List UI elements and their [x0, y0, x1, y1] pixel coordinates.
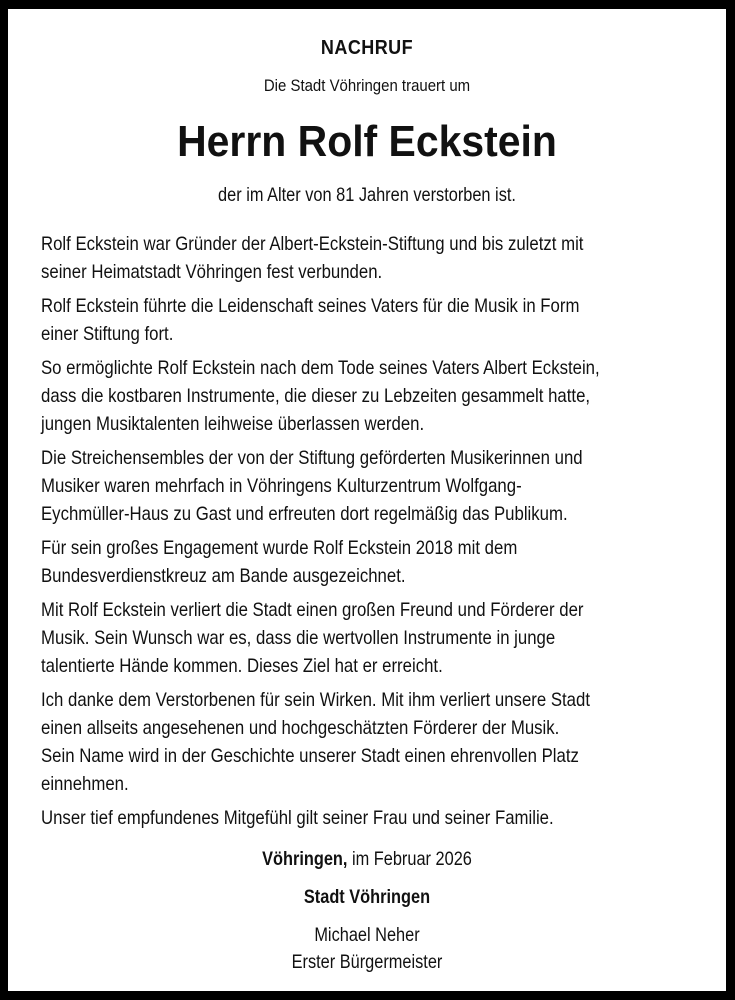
text-line: Musik. Sein Wunsch war es, dass die wertvollen Instrumente in junge [41, 627, 556, 649]
text-line: jungen Musiktalenten leihweise überlassen werden. [41, 413, 425, 435]
text-line: einen allseits angesehenen und hochgeschätzten Förderer der Musik. [41, 717, 560, 739]
paragraph-ensembles [41, 444, 695, 528]
paragraph-passion [41, 292, 695, 348]
text-line: talentierte Hände kommen. Dieses Ziel hat er erreicht. [41, 655, 443, 677]
text-line: Unser tief empfundenes Mitgefühl gilt seiner Frau und seiner Familie. [41, 807, 554, 829]
signer-title: Erster Bürgermeister [291, 952, 443, 973]
place: Vöhringen, [262, 849, 348, 870]
text-line: Rolf Eckstein führte die Leidenschaft seines Vaters für die Musik in Form [41, 295, 580, 317]
text-line: Musiker waren mehrfach in Vöhringens Kulturzentrum Wolfgang- [41, 475, 522, 497]
signer-name: Michael Neher [314, 925, 420, 946]
text-line: dass die kostbaren Instrumente, die dieser zu Lebzeiten gesammelt hatte, [41, 385, 591, 407]
date: im Februar 2026 [347, 849, 472, 870]
paragraph-founder [41, 230, 695, 286]
paragraph-gratitude [41, 686, 695, 798]
text-line: Rolf Eckstein war Gründer der Albert-Eckstein-Stiftung und bis zuletzt mit [41, 233, 584, 255]
text-line: Mit Rolf Eckstein verliert die Stadt einen großen Freund und Förderer der [41, 599, 584, 621]
paragraph-condolences [41, 804, 695, 832]
text-line: Die Streichensembles der von der Stiftung geförderten Musikerinnen und [41, 447, 583, 469]
text-line: So ermöglichte Rolf Eckstein nach dem Tode seines Vaters Albert Eckstein, [41, 357, 600, 379]
signature-block [58, 922, 675, 976]
text-line: einer Stiftung fort. [41, 323, 174, 345]
text-line: einnehmen. [41, 773, 129, 795]
obituary-body [41, 230, 695, 838]
text-line: Eychmüller-Haus zu Gast und erfreuten dort regelmäßig das Publikum. [41, 503, 568, 525]
paragraph-award [41, 534, 695, 590]
paragraph-instruments [41, 354, 695, 438]
text-line: Ich danke dem Verstorbenen für sein Wirken. Mit ihm verliert unsere Stadt [41, 689, 591, 711]
paragraph-loss [41, 596, 695, 680]
text-line: Für sein großes Engagement wurde Rolf Eckstein 2018 mit dem [41, 537, 518, 559]
notice-subtitle: Die Stadt Vöhringen trauert um [263, 76, 471, 95]
notice-title: NACHRUF [320, 37, 414, 59]
age-line: der im Alter von 81 Jahren verstorben ist. [218, 185, 516, 206]
text-line: Bundesverdienstkreuz am Bande ausgezeichnet. [41, 565, 406, 587]
text-line: Sein Name wird in der Geschichte unserer Stadt einen ehrenvollen Platz [41, 745, 579, 767]
deceased-name: Herrn Rolf Eckstein [177, 117, 557, 166]
text-line: seiner Heimatstadt Vöhringen fest verbunden. [41, 261, 383, 283]
place-and-date [58, 849, 675, 871]
obituary-notice [8, 9, 726, 991]
organization: Stadt Vöhringen [303, 887, 431, 908]
